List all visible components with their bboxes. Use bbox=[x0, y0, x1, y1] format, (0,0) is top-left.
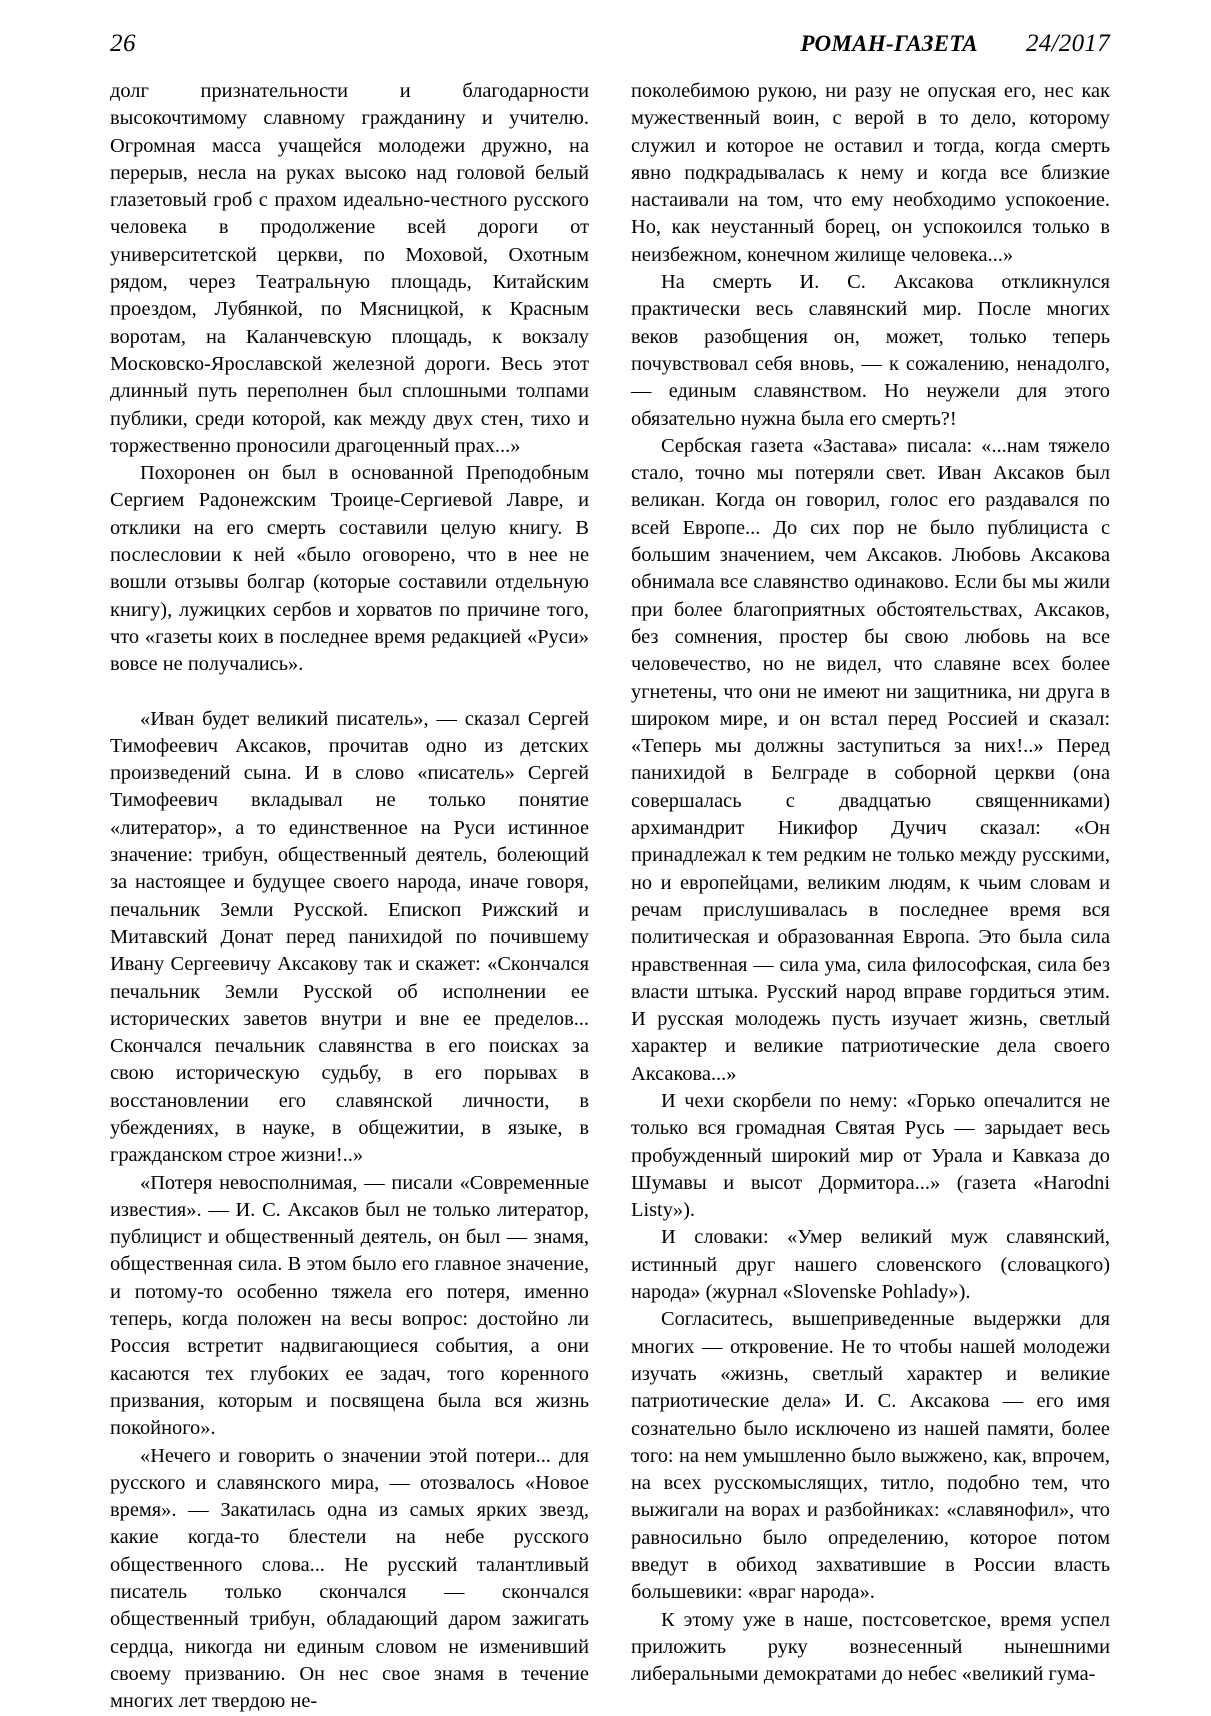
page-number: 26 bbox=[110, 30, 136, 57]
journal-title: РОМАН-ГАЗЕТА bbox=[800, 31, 978, 56]
paragraph: И словаки: «Умер великий муж славянский, истинный друг нашего словенского (словацкого) народа» (журнал «Slovenske Pohlady»). bbox=[631, 1226, 1110, 1304]
paragraph: И чехи скорбели по нему: «Горько опечалится не только вся громадная Святая Русь — зарыдает весь пробужденный широкий мир от Урала и Кавказа до Шумавы и высот Дормитора...» (газета «Harodni Listy»). bbox=[631, 1089, 1110, 1222]
paragraph: Согласитесь, вышеприведенные выдержки для многих — откровение. Не то чтобы нашей молодежи изучать «жизнь, светлый характер и великие патриотические дела» И. С. Аксакова — его имя сознательно было исключено из нашей памяти, более того: на нем умышленно было выжжено, как, впрочем, на всех русскомыслящих, титло, подобно тем, что выжигали на ворах и разбойниках: «славянофил», что равносильно было определению, которое потом введут в обиход захватившие в России власть большевики: «враг народа». bbox=[631, 1308, 1110, 1604]
paragraph: Похоронен он был в основанной Преподобным Сергием Радонежским Троице-Сергиевой Лавре, и отклики на его смерть составили целую книгу. В послесловии к ней «было оговорено, что в нее не вошли отзывы болгар (которые составили отдельную книгу), лужицких сербов и хорватов по причине того, что «газеты коих в последнее время редакцией «Руси» вовсе не получались». bbox=[110, 462, 589, 676]
paragraph: Сербская газета «Застава» писала: «...нам тяжело стало, точно мы потеряли свет. Иван Аксаков был великан. Когда он говорил, голос его раздавался по всей Европе... До сих пор не было публициста с большим значением, чем Аксаков. Любовь Аксакова обнимала все славянство одинаково. Если бы мы жили при более благоприятных обстоятельствах, Аксаков, без сомнения, простер бы свою любовь на все человечество, но не видел, что славяне всех более угнетены, что они не имеют ни защитника, ни друга в широком мире, и он встал перед Россией и сказал: «Теперь мы должны заступиться за них!..» Перед панихидой в Белграде в соборной церкви (она совершалась с двадцатью священниками) архимандрит Никифор Дучич сказал: «Он принадлежал к тем редким не только между русскими, но и европейцами, великим людям, к чьим словам и речам прислушивалась в последнее время вся политическая и образованная Европа. Это была сила нравственная — сила ума, сила философская, сила без власти штыка. Русский народ вправе гордиться этим. И русская молодежь пусть изучает жизнь, светлый характер и великие патриотические дела своего Аксакова...» bbox=[631, 434, 1110, 1085]
paragraph: поколебимою рукою, ни разу не опуская его, нес как мужественный воин, с верой в то дело, которому служил и которое не оставил и тогда, когда смерть явно подкрадывалась к нему и когда все близкие настаивали на том, что ему необходимо успокоение. Но, как неустанный борец, он успокоился только в неизбежном, конечном жилище человека...» bbox=[631, 80, 1110, 266]
paragraph: На смерть И. С. Аксакова откликнулся практически весь славянский мир. После многих веков разобщения он, может, только теперь почувствовал себя вновь, — к сожалению, ненадолго, — единым славянством. Но неужели для этого обязательно нужна была его смерть?! bbox=[631, 271, 1110, 430]
page-header bbox=[110, 30, 1110, 70]
paragraph: «Иван будет великий писатель», — сказал Сергей Тимофеевич Аксаков, прочитав одно из детских произведений сына. И в слово «писатель» Сергей Тимофеевич вкладывал не только понятие «литератор», а то единственное на Руси истинное значение: трибун, общественный деятель, болеющий за настоящее и будущее своего народа, иначе говоря, печальник Земли Русской. Епископ Рижский и Митавский Донат перед панихидой по почившему Ивану Сергеевичу Аксакову так и скажет: «Скончался печальник Земли Русской об исполнении ее исторических заветов внутри и вне ее пределов... Скончался печальник славянства в его поисках за свою историческую судьбу, в его порывах в восстановлении его славянской личности, в убеждениях, в науке, в общежитии, в языке, в гражданском строе жизни!..» bbox=[110, 707, 589, 1167]
left-column bbox=[110, 78, 589, 1716]
header-right-group bbox=[800, 30, 1110, 58]
paragraph: долг признательности и благодарности высокочтимому славному гражданину и учителю. Огромная масса учащейся молодежи дружно, на перерыв, несла на руках высоко над головой белый глазетовый гроб с прахом идеально-честного русского человека в продолжение всей дороги от университетской церкви, по Моховой, Охотным рядом, через Театральную площадь, Китайским проездом, Лубянкой, по Мясницкой, к Красным воротам, на Каланчевскую площадь, к вокзалу Московско-Ярославской железной дороги. Весь этот длинный путь переполнен был сплошными толпами публики, среди которой, как между двух стен, тихо и торжественно проносили драгоценный прах...» bbox=[110, 80, 589, 457]
issue-number: 24/2017 bbox=[1025, 30, 1110, 57]
paragraph: К этому уже в наше, постсоветское, время успел приложить руку вознесенный нынешними либеральными демократами до небес «великий гума- bbox=[631, 1608, 1110, 1686]
paragraph: «Потеря невосполнимая, — писали «Современные известия». — И. С. Аксаков был не только литератор, публицист и общественный деятель, он был — знамя, общественная сила. В этом было его главное значение, и потому-то особенно тяжела его потеря, именно теперь, когда положен на весы вопрос: достойно ли Россия встретит надвигающиеся события, а они касаются тех глубоких ее задач, того коренного призвания, которым и посвящена была вся жизнь покойного». bbox=[110, 1171, 589, 1440]
paragraph: «Нечего и говорить о значении этой потери... для русского и славянского мира, — отозвалось «Новое время». — Закатилась одна из самых ярких звезд, какие когда-то блестели на небе русского общественного слова... Не русский талантливый писатель только скончался — скончался общественный трибун, обладающий даром зажигать сердца, никогда ни единым словом не изменивший своему призванию. Он нес свое знамя в течение многих лет твердою не- bbox=[110, 1444, 589, 1713]
body-columns bbox=[110, 78, 1110, 1716]
right-column bbox=[631, 78, 1110, 1716]
